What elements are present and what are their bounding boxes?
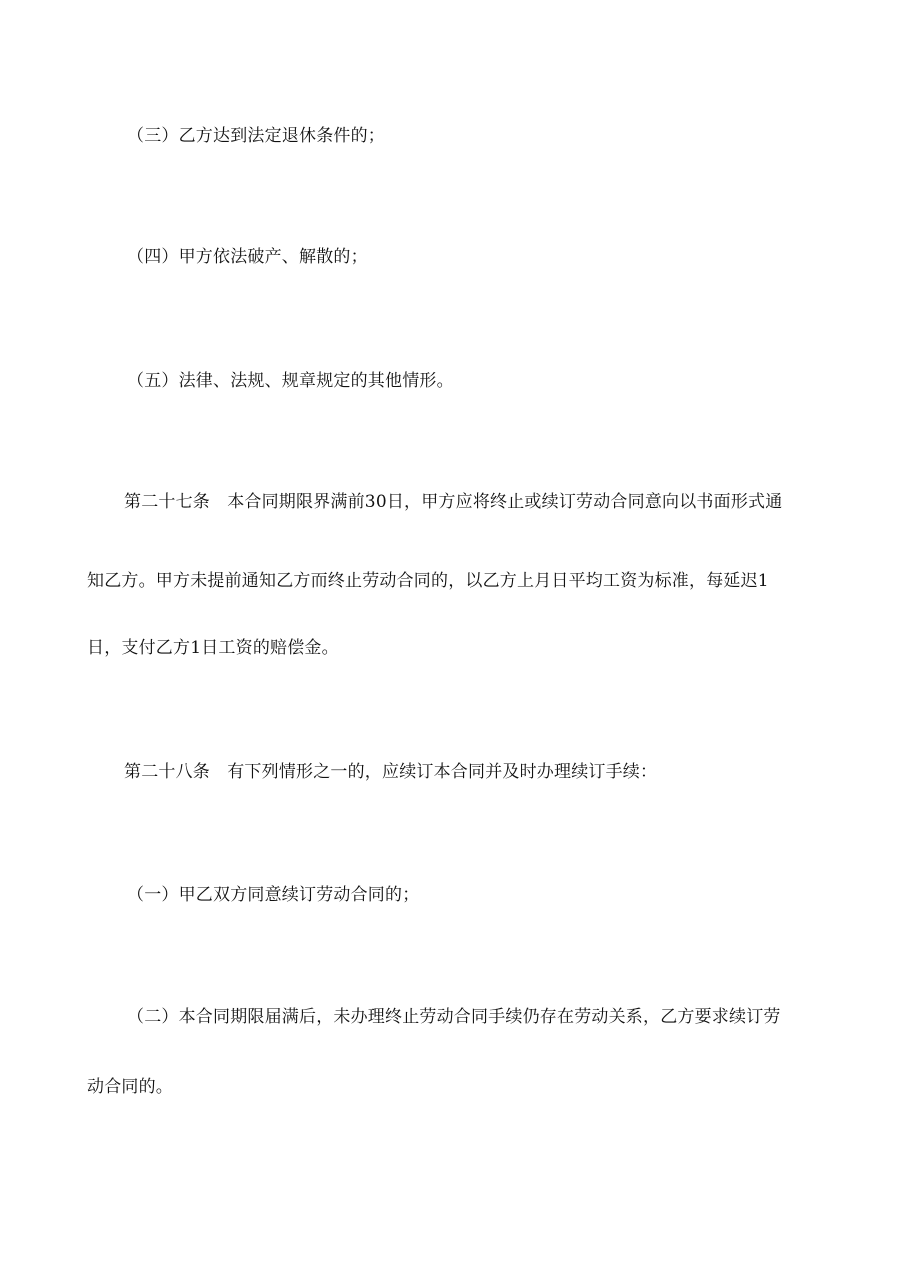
clause-item-3: （三）乙方达到法定退休条件的； — [127, 126, 385, 146]
article-27-line-1: 第二十七条 本合同期限界满前30日，甲方应将终止或续订劳动合同意向以书面形式通 — [124, 492, 783, 512]
article-28-item-2-line-1: （二）本合同期限届满后，未办理终止劳动合同手续仍存在劳动关系，乙方要求续订劳 — [127, 1007, 781, 1027]
article-27-line-3: 日，支付乙方1日工资的赔偿金。 — [87, 638, 339, 658]
article-27-line-2: 知乙方。甲方未提前通知乙方而终止劳动合同的，以乙方上月日平均工资为标准，每延迟1 — [87, 571, 769, 591]
clause-item-5: （五）法律、法规、规章规定的其他情形。 — [127, 371, 454, 391]
article-28-item-1: （一）甲乙双方同意续订劳动合同的； — [127, 885, 420, 905]
article-28-heading: 第二十八条 有下列情形之一的，应续订本合同并及时办理续订手续： — [124, 762, 658, 782]
article-28-item-2-line-2: 动合同的。 — [87, 1077, 173, 1097]
clause-item-4: （四）甲方依法破产、解散的； — [127, 247, 368, 267]
